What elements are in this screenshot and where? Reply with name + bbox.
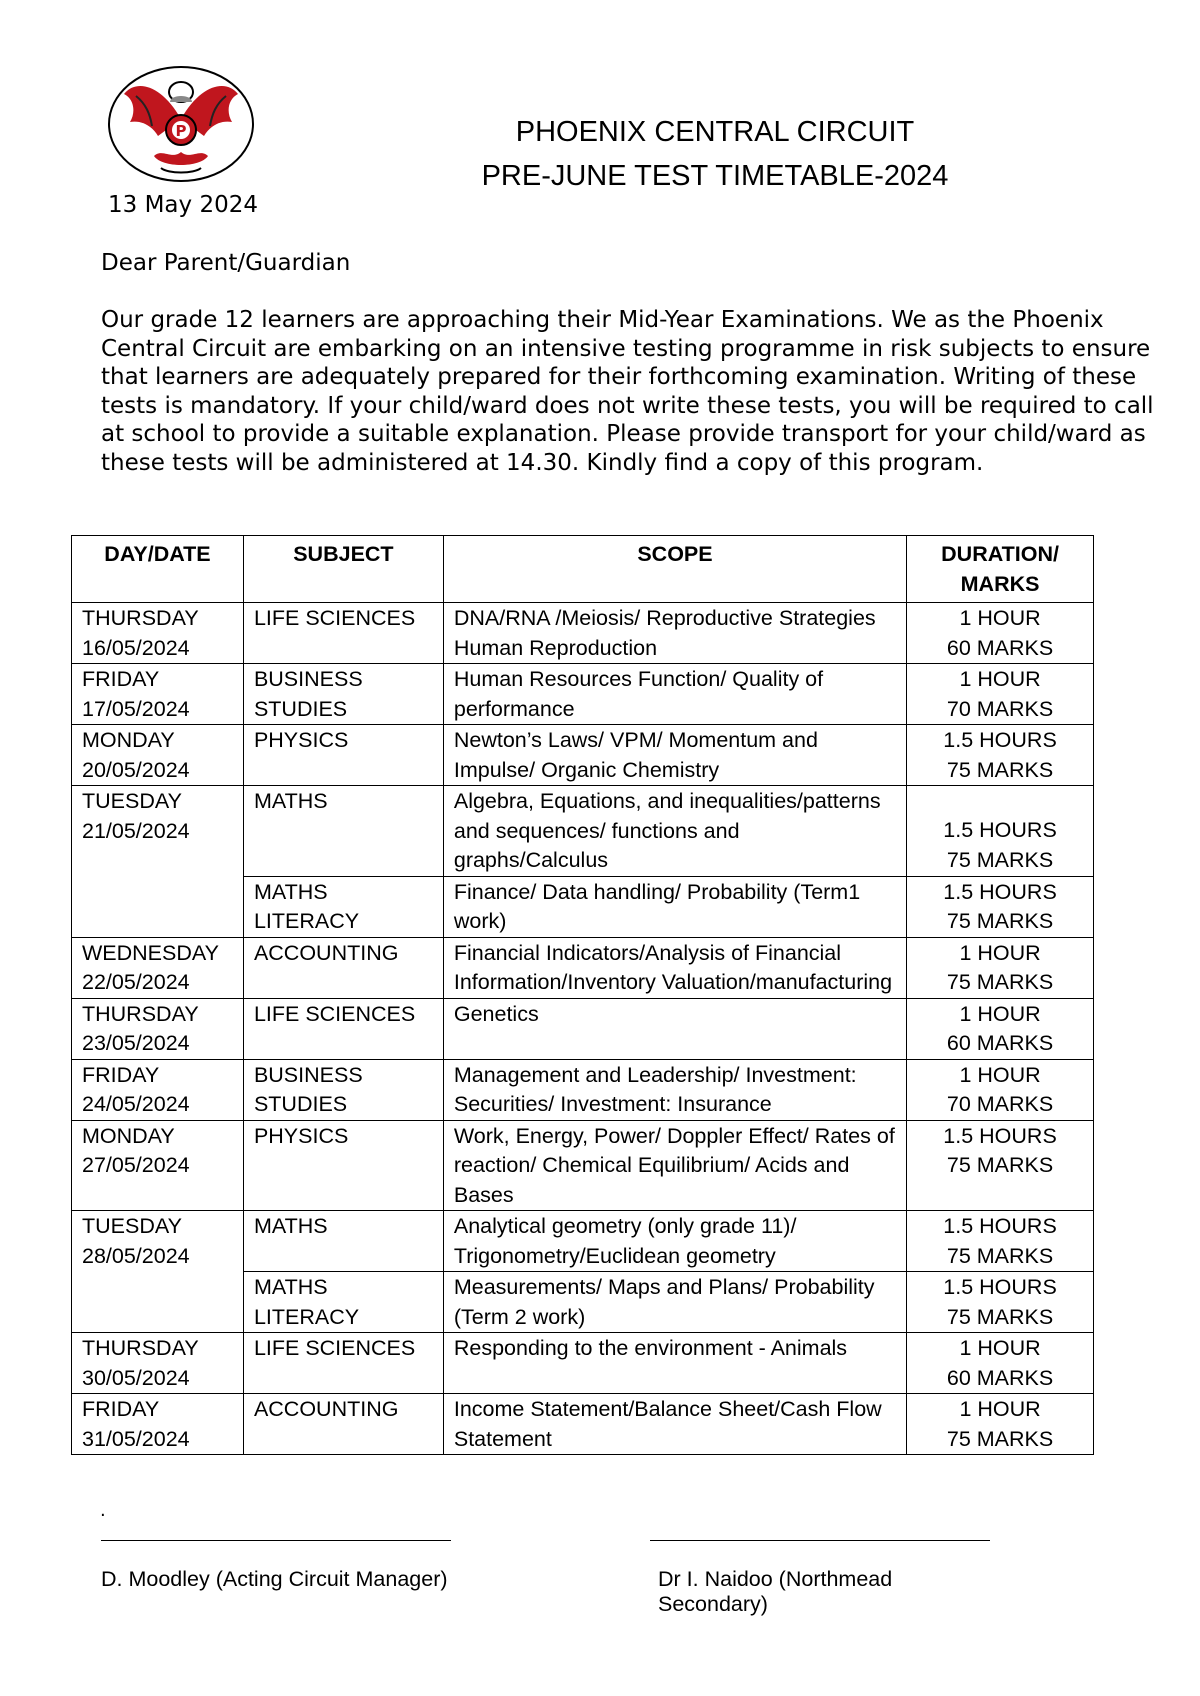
scope-cell: Algebra, Equations, and inequalities/patterns and sequences/ functions and graphs/Calculus: [443, 786, 906, 877]
table-header-row: [72, 536, 1094, 603]
signature-block-1: [101, 1540, 451, 1592]
scope-cell: Management and Leadership/ Investment: Securities/ Investment: Insurance: [443, 1059, 906, 1120]
day-cell: FRIDAY 31/05/2024: [72, 1394, 244, 1455]
duration-cell: 1.5 HOURS 75 MARKS: [907, 1120, 1094, 1211]
scope-cell: Income Statement/Balance Sheet/Cash Flow Statement: [443, 1394, 906, 1455]
table-row: [72, 1059, 1094, 1120]
header-day: DAY/DATE: [72, 536, 244, 603]
page-title: [430, 110, 1000, 198]
duration-cell: 1 HOUR 60 MARKS: [907, 998, 1094, 1059]
scope-cell: Genetics: [443, 998, 906, 1059]
day-cell: THURSDAY 30/05/2024: [72, 1333, 244, 1394]
duration-cell: 1.5 HOURS 75 MARKS: [907, 1211, 1094, 1272]
subject-cell: LIFE SCIENCES: [243, 603, 443, 664]
subject-cell: LIFE SCIENCES: [243, 998, 443, 1059]
table-row: [72, 603, 1094, 664]
day-cell: FRIDAY 24/05/2024: [72, 1059, 244, 1120]
svg-text:P: P: [175, 122, 187, 140]
phoenix-crest-logo: [106, 64, 256, 184]
table-row: [72, 1211, 1094, 1272]
header-subject: SUBJECT: [243, 536, 443, 603]
table-row: [72, 1394, 1094, 1455]
subject-cell: ACCOUNTING: [243, 937, 443, 998]
scope-cell: Newton’s Laws/ VPM/ Momentum and Impulse/ Organic Chemistry: [443, 725, 906, 786]
signature-line: [650, 1540, 990, 1541]
subject-cell: PHYSICS: [243, 1120, 443, 1211]
subject-cell: MATHS LITERACY: [243, 876, 443, 937]
header-scope: SCOPE: [443, 536, 906, 603]
subject-cell: MATHS: [243, 786, 443, 877]
table-row: [72, 937, 1094, 998]
subject-cell: PHYSICS: [243, 725, 443, 786]
day-cell: THURSDAY 16/05/2024: [72, 603, 244, 664]
table-row: [72, 998, 1094, 1059]
signatory-1: D. Moodley (Acting Circuit Manager): [101, 1567, 448, 1591]
day-cell: FRIDAY 17/05/2024: [72, 664, 244, 725]
day-cell: MONDAY 20/05/2024: [72, 725, 244, 786]
scope-cell: Responding to the environment - Animals: [443, 1333, 906, 1394]
duration-cell: 1 HOUR 60 MARKS: [907, 1333, 1094, 1394]
table-row: [72, 1120, 1094, 1211]
scope-cell: DNA/RNA /Meiosis/ Reproductive Strategies Human Reproduction: [443, 603, 906, 664]
scope-cell: Analytical geometry (only grade 11)/ Trigonometry/Euclidean geometry: [443, 1211, 906, 1272]
title-line-1: PHOENIX CENTRAL CIRCUIT: [515, 116, 915, 148]
duration-cell: 1.5 HOURS 75 MARKS: [907, 725, 1094, 786]
signatory-2: Dr I. Naidoo (Northmead Secondary): [658, 1567, 893, 1616]
header-duration: DURATION/ MARKS: [907, 536, 1094, 603]
table-row: [72, 786, 1094, 877]
scope-cell: Work, Energy, Power/ Doppler Effect/ Rates of reaction/ Chemical Equilibrium/ Acids and Bases: [443, 1120, 906, 1211]
letter-body: Our grade 12 learners are approaching their Mid-Year Examinations. We as the Phoenix Central Circuit are embarking on an intensive testing programme in risk subjects to ensure that learners are adequately prepared for their forthcoming examination. Writing of these tests is mandatory. If your child/ward does not write these tests, you will be required to call at school to provide a suitable explanation. Please provide transport for your child/ward as these tests will be administered at 14.30. Kindly find a copy of this program.: [101, 307, 1154, 476]
stray-dot: .: [100, 1500, 106, 1521]
table-row: [72, 1333, 1094, 1394]
duration-cell: 1 HOUR 75 MARKS: [907, 937, 1094, 998]
duration-cell: 1 HOUR 70 MARKS: [907, 664, 1094, 725]
subject-cell: BUSINESS STUDIES: [243, 1059, 443, 1120]
duration-cell: 1.5 HOURS 75 MARKS: [907, 876, 1094, 937]
scope-cell: Financial Indicators/Analysis of Financial Information/Inventory Valuation/manufacturing: [443, 937, 906, 998]
duration-cell: 1.5 HOURS 75 MARKS: [907, 786, 1094, 877]
signature-line: [101, 1540, 451, 1541]
signature-block-2: [650, 1540, 990, 1617]
subject-cell: BUSINESS STUDIES: [243, 664, 443, 725]
table-row: [72, 664, 1094, 725]
duration-cell: 1 HOUR 70 MARKS: [907, 1059, 1094, 1120]
subject-cell: ACCOUNTING: [243, 1394, 443, 1455]
duration-cell: 1.5 HOURS 75 MARKS: [907, 1272, 1094, 1333]
letter-date: 13 May 2024: [108, 192, 258, 218]
title-line-2: PRE-JUNE TEST TIMETABLE-2024: [481, 160, 949, 192]
day-cell: MONDAY 27/05/2024: [72, 1120, 244, 1211]
day-cell: THURSDAY 23/05/2024: [72, 998, 244, 1059]
scope-cell: Human Resources Function/ Quality of performance: [443, 664, 906, 725]
duration-cell: 1 HOUR 60 MARKS: [907, 603, 1094, 664]
scope-cell: Finance/ Data handling/ Probability (Term1 work): [443, 876, 906, 937]
day-cell: TUESDAY 28/05/2024: [72, 1211, 244, 1333]
day-cell: WEDNESDAY 22/05/2024: [72, 937, 244, 998]
duration-cell: 1 HOUR 75 MARKS: [907, 1394, 1094, 1455]
scope-cell: Measurements/ Maps and Plans/ Probability (Term 2 work): [443, 1272, 906, 1333]
day-cell: TUESDAY 21/05/2024: [72, 786, 244, 938]
subject-cell: MATHS: [243, 1211, 443, 1272]
subject-cell: MATHS LITERACY: [243, 1272, 443, 1333]
greeting: Dear Parent/Guardian: [101, 250, 351, 276]
table-row: [72, 725, 1094, 786]
timetable: [71, 535, 1094, 1455]
subject-cell: LIFE SCIENCES: [243, 1333, 443, 1394]
